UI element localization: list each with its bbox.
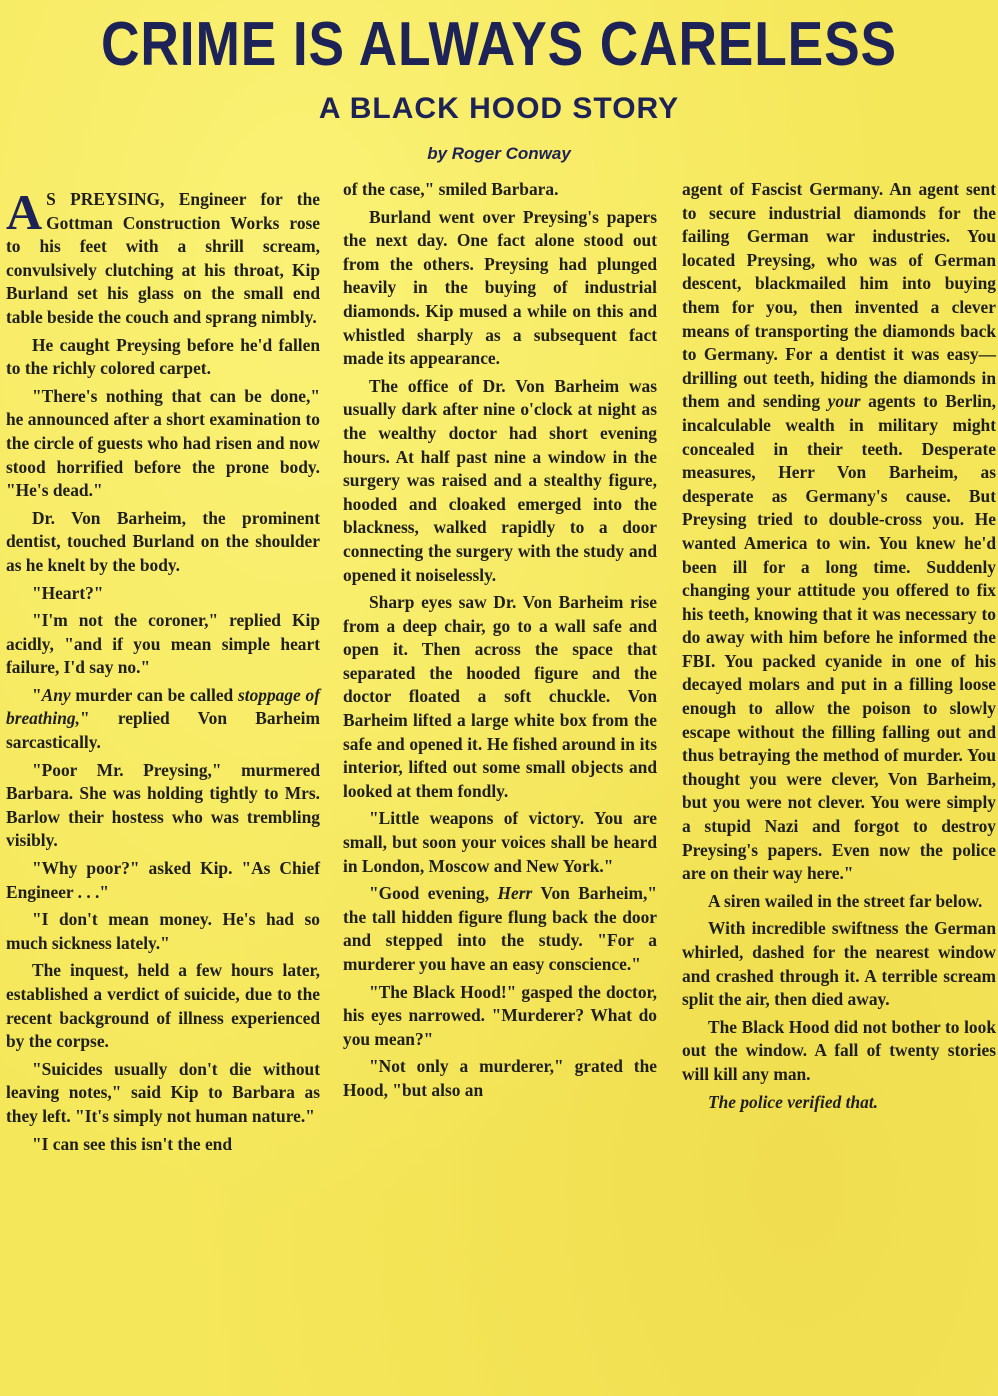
- byline: by Roger Conway: [427, 144, 571, 163]
- paragraph: The police verified that.: [708, 1091, 879, 1112]
- paragraph: "Heart?": [32, 582, 104, 603]
- paragraph: "Any murder can be called stoppage of breathing," replied Von Barheim sarcastically.: [6, 684, 320, 753]
- paragraph: A S PREYSING, Engineer for the Gottman Construction Works rose to his feet with a shrill scream, convulsively clutching at his throat, Kip Burland set his glass on the small end table beside the couch and sprang nimbly.: [6, 184, 320, 327]
- paragraph: "Suicides usually don't die without leaving notes," said Kip to Barbara as they left. "It's simply not human nature.": [6, 1058, 320, 1126]
- paragraph: Burland went over Preysing's papers the next day. One fact alone stood out from the others. Preysing had plunged heavily in the buying of industrial diamonds. Kip mused a while on this and whistled sharply as a subsequent fact made its appearance.: [343, 206, 657, 369]
- paragraph: "Good evening, Herr Von Barheim," the tall hidden figure flung back the door and stepped into the study. "For a murderer you have an easy conscience.": [343, 883, 657, 974]
- paragraph: "Not only a murderer," grated the Hood, "but also an: [343, 1056, 657, 1100]
- paragraph: "Why poor?" asked Kip. "As Chief Engineer . . .": [6, 858, 320, 902]
- drop-cap: A: [6, 184, 43, 240]
- paragraph: "The Black Hood!" gasped the doctor, his eyes narrowed. "Murderer? What do you mean?": [343, 981, 657, 1049]
- paragraph: agent of Fascist Germany. An agent sent to secure industrial diamonds for the failing German war industries. You located Preysing, who was of German descent, blackmailed him into buying them for you, then invented a clever means of transporting the diamonds back to Germany. For a dentist it was easy—drilling out teeth, hiding the diamonds in them and sending your agents to Berlin, incalculable wealth in military might concealed in their teeth. Desperate measures, Herr Von Barheim, as desperate as Germany's cause. But Preysing tried to double-cross you. He wanted America to win. You knew he'd been ill for a long time. Suddenly changing your attitude you offered to fix his teeth, knowing that it was necessary to do away with him before he informed the FBI. You packed cyanide in one of his decayed molars and put in a filling loose enough to allow the poison to slowly escape without the filling falling out and thus betraying the method of murder. You thought you were clever, Von Barheim, but you were not clever. You were simply a stupid Nazi and forgot to destroy Preysing's papers. Even now the police are on their way here.": [682, 179, 997, 884]
- paragraph: "I don't mean money. He's had so much sickness lately.": [6, 909, 320, 953]
- paragraph: Sharp eyes saw Dr. Von Barheim rise from a deep chair, go to a wall safe and open it. Then across the space that separated the hooded figure and the doctor floated a soft chuckle. Von Barheim lifted a large white box from the safe and opened it. He fished around in its interior, lifted out some small objects and looked at them fondly.: [343, 592, 657, 801]
- paragraph: "I'm not the coroner," replied Kip acidly, "and if you mean simple heart failure, I'd say no.": [6, 610, 320, 678]
- paragraph: With incredible swiftness the German whirled, dashed for the nearest window and crashed through it. A terrible scream split the air, then died away.: [682, 918, 996, 1010]
- text-column-3: [682, 178, 996, 1118]
- text-column-2: [343, 178, 657, 1107]
- paragraph: "There's nothing that can be done," he announced after a short examination to the circle of guests who had risen and now stood horrified before the prone body. "He's dead.": [6, 385, 320, 501]
- text-column-1: [6, 184, 320, 1160]
- paragraph: of the case," smiled Barbara.: [343, 179, 559, 199]
- paragraph: A siren wailed in the street far below.: [708, 890, 983, 911]
- paragraph: Dr. Von Barheim, the prominent dentist, touched Burland on the shoulder as he knelt by the body.: [6, 507, 320, 575]
- paragraph: The office of Dr. Von Barheim was usually dark after nine o'clock at night as the wealthy doctor had short evening hours. At half past nine a window in the surgery was raised and a stealthy figure, hooded and cloaked emerged into the blackness, walked rapidly to a door connecting the surgery with the study and opened it noiselessly.: [343, 375, 657, 585]
- paragraph: The inquest, held a few hours later, established a verdict of suicide, due to the recent background of illness experienced by the corpse.: [6, 960, 320, 1052]
- story-title: CRIME IS ALWAYS CARELESS: [101, 10, 897, 79]
- paragraph: "Little weapons of victory. You are small, but soon your voices shall be heard in London, Moscow and New York.": [343, 808, 657, 876]
- paragraph: "I can see this isn't the end: [32, 1133, 233, 1154]
- paragraph: He caught Preysing before he'd fallen to the richly colored carpet.: [6, 334, 320, 379]
- story-subtitle: A BLACK HOOD STORY: [318, 92, 680, 125]
- paragraph: The Black Hood did not bother to look out the window. A fall of twenty stories will kill any man.: [682, 1016, 996, 1084]
- paragraph: "Poor Mr. Preysing," murmered Barbara. She was holding tightly to Mrs. Barlow their hostess who was trembling visibly.: [6, 759, 320, 851]
